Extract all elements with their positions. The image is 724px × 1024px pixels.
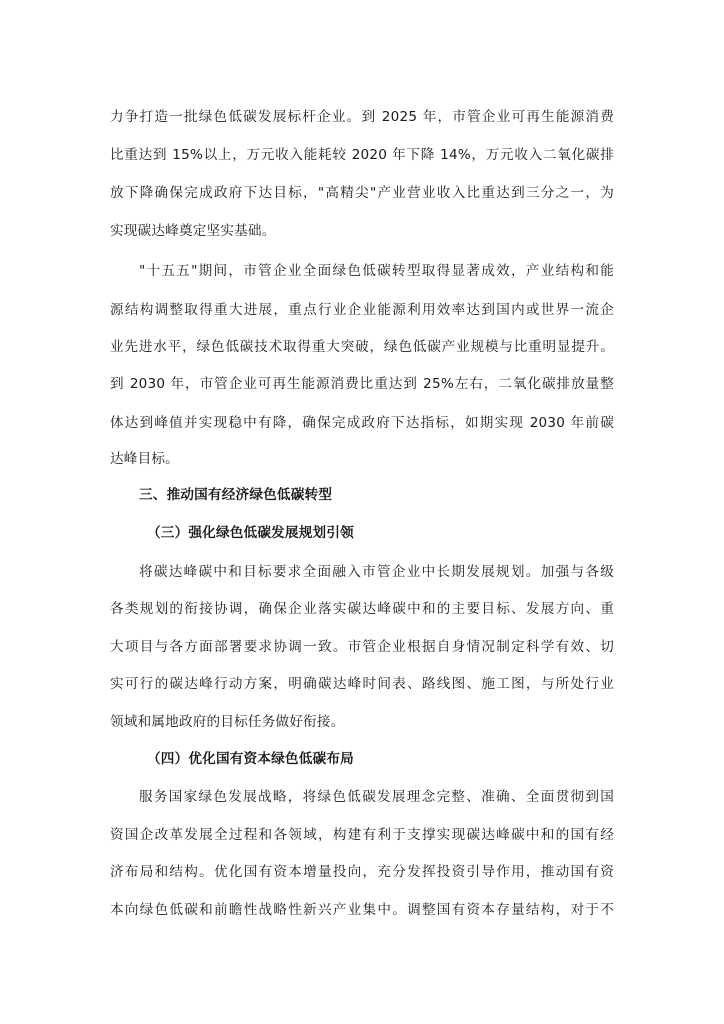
subsection-heading-4: （四）优化国有资本绿色低碳布局: [147, 751, 354, 767]
paragraph-3-line-1: 将碳达峰碳中和目标要求全面融入市管企业中长期发展规划。加强与各级: [139, 564, 614, 580]
paragraph-1-line-3: 放下降确保完成政府下达目标，"高精尖"产业营业收入比重达到三分之一，为: [110, 185, 614, 201]
paragraph-2-line-5: 体达到峰值并实现稳中有降，确保完成政府下达指标，如期实现 2030 年前碳: [110, 415, 614, 431]
paragraph-4-line-1: 服务国家绿色发展战略，将绿色低碳发展理念完整、准确、全面贯彻到国: [139, 789, 614, 805]
paragraph-4-line-3: 济布局和结构。优化国有资本增量投向，充分发挥投资引导作用，推动国有资: [110, 864, 614, 880]
paragraph-2-line-3: 业先进水平，绿色低碳技术取得重大突破，绿色低碳产业规模与比重明显提升。: [110, 339, 614, 355]
paragraph-3-line-5: 领域和属地政府的目标任务做好衔接。: [110, 714, 345, 730]
paragraph-3-line-2: 各类规划的衔接协调，确保企业落实碳达峰碳中和的主要目标、发展方向、重: [110, 601, 614, 617]
subsection-heading-3: （三）强化绿色低碳发展规划引领: [147, 525, 354, 541]
paragraph-1-line-1: 力争打造一批绿色低碳发展标杆企业。到 2025 年，市管企业可再生能源消费: [110, 109, 614, 125]
paragraph-3-line-4: 实可行的碳达峰行动方案，明确碳达峰时间表、路线图、施工图，与所处行业: [110, 676, 614, 692]
paragraph-1-line-2: 比重达到 15%以上，万元收入能耗较 2020 年下降 14%，万元收入二氧化碳排: [110, 147, 614, 163]
paragraph-2-line-1: "十五五"期间，市管企业全面绿色低碳转型取得显著成效，产业结构和能: [139, 263, 614, 279]
paragraph-4-line-4: 本向绿色低碳和前瞻性战略性新兴产业集中。调整国有资本存量结构，对于不: [110, 902, 614, 918]
paragraph-4-line-2: 资国企改革发展全过程和各领域，构建有利于支撑实现碳达峰碳中和的国有经: [110, 827, 614, 843]
paragraph-1-line-4: 实现碳达峰奠定坚实基础。: [110, 223, 276, 239]
paragraph-2-line-4: 到 2030 年，市管企业可再生能源消费比重达到 25%左右，二氧化碳排放量整: [110, 376, 614, 392]
section-heading: 三、推动国有经济绿色低碳转型: [139, 487, 333, 503]
paragraph-2-line-6: 达峰目标。: [110, 451, 179, 467]
paragraph-2-line-2: 源结构调整取得重大进展，重点行业企业能源利用效率达到国内或世界一流企: [110, 302, 614, 318]
paragraph-3-line-3: 大项目与各方面部署要求协调一致。市管企业根据自身情况制定科学有效、切: [110, 639, 614, 655]
